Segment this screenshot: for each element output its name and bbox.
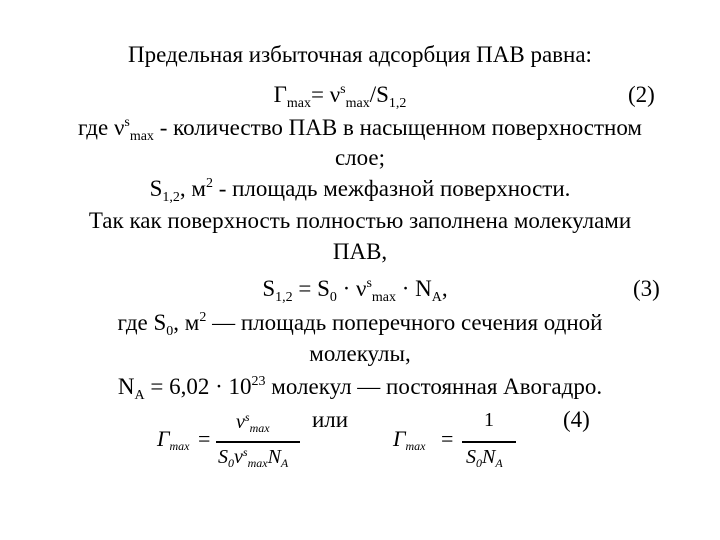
- heading: Предельная избыточная адсорбция ПАВ равна:: [128, 42, 592, 67]
- since-sentence: Так как поверхность полностью заполнена молекулами: [88, 208, 632, 233]
- since-sentence-continued: ПАВ,: [332, 239, 388, 264]
- definition-v-continued: слое;: [334, 145, 386, 170]
- equation-2-number: (2): [628, 82, 655, 107]
- definition-na: $N_A = 6,02 \cdot 10^{23}$ молекул — постоянная Авогадро.: [117, 374, 603, 403]
- definition-s0: где $S_0$, $м^2$ — площадь поперечного сечения одной: [117, 310, 603, 339]
- equation-3-number: (3): [633, 276, 660, 301]
- definition-s12: $S_{1,2}$, $м^2$ - площадь межфазной поверхности.: [149, 176, 571, 205]
- or-label: или: [312, 407, 349, 432]
- definition-s0-continued: молекулы,: [309, 341, 411, 366]
- fraction-bar: [216, 441, 300, 443]
- fraction-bar: [462, 441, 516, 443]
- slide: Предельная избыточная адсорбция ПАВ равна: $\Gamma_{max}= \nu^s_{max}/S_{1,2}$ (2) где $\nu^s_{max}$ - количество ПАВ в насыщенном поверхностном слое; $S_{1,2}$, $м^2$ - площадь межфазной поверхности. Так как поверхность полностью заполнена молекулами ПАВ, $S_{1,2} = S_0 \cdot \nu^s_{max} \cdot N_A$, (3) где $S_0$, $м^2$ — площадь поперечного сечения одной молекулы, $N_A = 6,02 \cdot 10^{23}$ молекул — постоянная Авогадро. или (4) $\Gamma_{max}$ = $\nu^s_{max}$ $S_0\nu^s_{max}N_A$ $\Gamma_{max}$ = 1 $S_0N_A$: [0, 0, 720, 540]
- equation-4-number: (4): [563, 407, 590, 432]
- equation-3: $S_{1,2} = S_0 \cdot \nu^s_{max} \cdot N_A$,: [262, 276, 448, 305]
- equation-2: $\Gamma_{max}= \nu^s_{max}/S_{1,2}$: [273, 82, 407, 111]
- definition-v: где $\nu^s_{max}$ - количество ПАВ в насыщенном поверхностном: [78, 115, 642, 144]
